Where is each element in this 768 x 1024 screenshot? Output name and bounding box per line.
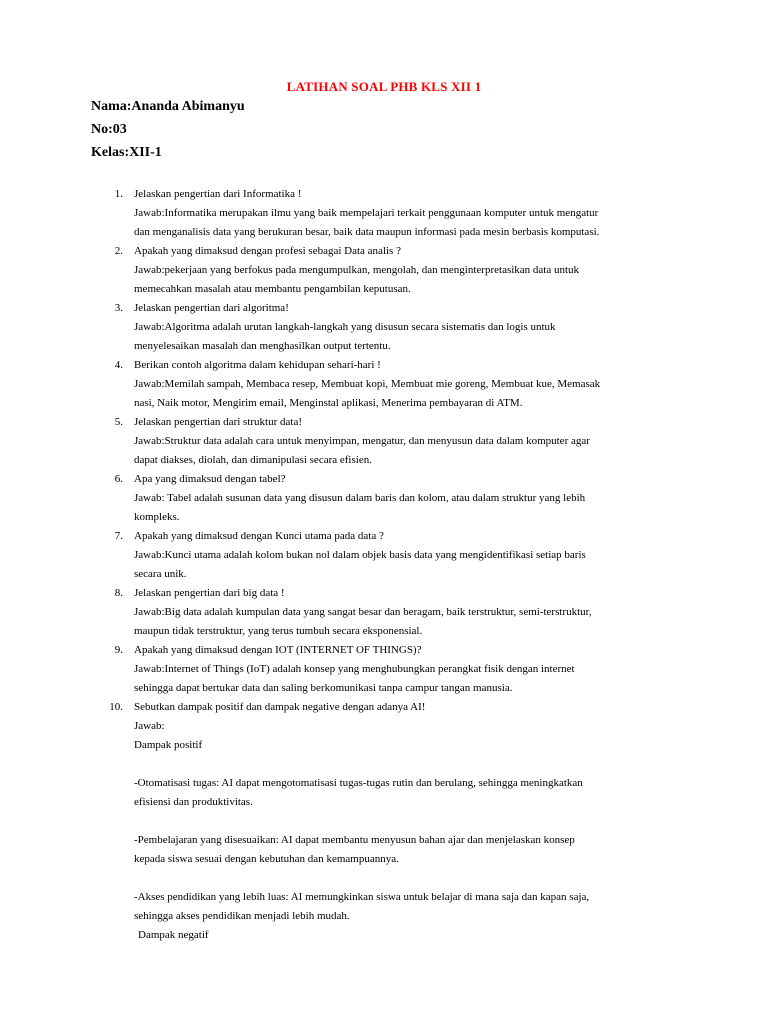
- negative-impact-heading: Dampak negatif: [138, 929, 209, 941]
- positive-impact-heading: Dampak positif: [134, 739, 203, 751]
- question-item-2: [90, 242, 690, 299]
- answer-line: secara unik.: [134, 568, 187, 580]
- question-text: Berikan contoh algoritma dalam kehidupan sehari-hari !: [134, 359, 381, 371]
- question-number: 1.: [114, 188, 123, 200]
- answer-line: sehingga dapat bertukar data dan saling berkomunikasi tanpa campur tangan manusia.: [134, 682, 513, 694]
- question-item-3: [90, 299, 690, 356]
- question-number: 2.: [114, 245, 123, 257]
- answer-line: Jawab:Kunci utama adalah kolom bukan nol dalam objek basis data yang mengidentifikasi setiap baris: [134, 549, 586, 561]
- question-item-4: [90, 356, 690, 413]
- question-number: 6.: [114, 473, 123, 485]
- positive-point: -Otomatisasi tugas: AI dapat mengotomatisasi tugas-tugas rutin dan berulang, sehingga meningkatkan: [134, 777, 583, 789]
- question-number: 10.: [109, 701, 123, 713]
- student-class: Kelas:XII-1: [91, 145, 162, 160]
- answer-line: memecahkan masalah atau membantu pengambilan keputusan.: [134, 283, 411, 295]
- answer-line: dapat diakses, diolah, dan dimanipulasi secara efisien.: [134, 454, 372, 466]
- spacer: [134, 869, 690, 888]
- question-text: Apa yang dimaksud dengan tabel?: [134, 473, 286, 485]
- positive-point: efisiensi dan produktivitas.: [134, 796, 253, 808]
- answer-line: menyelesaikan masalah dan menghasilkan output tertentu.: [134, 340, 391, 352]
- question-text: Jelaskan pengertian dari algoritma!: [134, 302, 289, 314]
- answer-line: maupun tidak terstruktur, yang terus tumbuh secara eksponensial.: [134, 625, 423, 637]
- question-list: [90, 185, 690, 945]
- question-text: Apakah yang dimaksud dengan Kunci utama pada data ?: [134, 530, 384, 542]
- positive-point: sehingga akses pendidikan menjadi lebih mudah.: [134, 910, 350, 922]
- spacer: [134, 755, 690, 774]
- answer-line: dan menganalisis data yang berukuran besar, baik data maupun informasi pada mesin berbasis komputasi.: [134, 226, 600, 238]
- question-item-1: [90, 185, 690, 242]
- answer-line: Jawab:Algoritma adalah urutan langkah-langkah yang disusun secara sistematis dan logis untuk: [134, 321, 556, 333]
- question-item-8: [90, 584, 690, 641]
- positive-point: -Akses pendidikan yang lebih luas: AI memungkinkan siswa untuk belajar di mana saja dan kapan saja,: [134, 891, 590, 903]
- answer-label: Jawab:: [134, 720, 165, 732]
- question-item-6: [90, 470, 690, 527]
- answer-line: Jawab:Internet of Things (IoT) adalah konsep yang menghubungkan perangkat fisik dengan internet: [134, 663, 575, 675]
- question-text: Apakah yang dimaksud dengan IOT (INTERNET OF THINGS)?: [134, 644, 422, 656]
- positive-point: kepada siswa sesuai dengan kebutuhan dan kemampuannya.: [134, 853, 399, 865]
- answer-line: Jawab: Tabel adalah susunan data yang disusun dalam baris dan kolom, atau dalam struktur yang lebih: [134, 492, 586, 504]
- question-text: Sebutkan dampak positif dan dampak negative dengan adanya AI!: [134, 701, 426, 713]
- answer-line: kompleks.: [134, 511, 180, 523]
- question-item-9: [90, 641, 690, 698]
- answer-line: Jawab:Struktur data adalah cara untuk menyimpan, mengatur, dan menyusun data dalam komputer agar: [134, 435, 590, 447]
- question-item-7: [90, 527, 690, 584]
- answer-line: nasi, Naik motor, Mengirim email, Menginstal aplikasi, Menerima pembayaran di ATM.: [134, 397, 523, 409]
- question-number: 8.: [114, 587, 123, 599]
- question-text: Jelaskan pengertian dari Informatika !: [134, 188, 302, 200]
- question-number: 7.: [114, 530, 123, 542]
- answer-line: Jawab:Big data adalah kumpulan data yang sangat besar dan beragam, baik terstruktur, semi-terstruktur,: [134, 606, 592, 618]
- question-number: 9.: [114, 644, 123, 656]
- question-item-10: [90, 698, 690, 945]
- document-title: LATIHAN SOAL PHB KLS XII 1: [286, 79, 482, 94]
- question-number: 4.: [114, 359, 123, 371]
- question-text: Jelaskan pengertian dari struktur data!: [134, 416, 302, 428]
- question-number: 5.: [114, 416, 123, 428]
- answer-line: Jawab:Memilah sampah, Membaca resep, Membuat kopi, Membuat mie goreng, Membuat kue, Memasak: [134, 378, 601, 390]
- answer-line: Jawab:Informatika merupakan ilmu yang baik mempelajari terkait penggunaan komputer untuk mengatur: [134, 207, 599, 219]
- question-text: Jelaskan pengertian dari big data !: [134, 587, 285, 599]
- question-text: Apakah yang dimaksud dengan profesi sebagai Data analis ?: [134, 245, 401, 257]
- positive-point: -Pembelajaran yang disesuaikan: AI dapat membantu menyusun bahan ajar dan menjelaskan konsep: [134, 834, 575, 846]
- spacer: [134, 812, 690, 831]
- question-number: 3.: [114, 302, 123, 314]
- question-item-5: [90, 413, 690, 470]
- student-number: No:03: [91, 122, 127, 137]
- answer-line: Jawab:pekerjaan yang berfokus pada mengumpulkan, mengolah, dan menginterpretasikan data untuk: [134, 264, 580, 276]
- student-name: Nama:Ananda Abimanyu: [91, 99, 245, 114]
